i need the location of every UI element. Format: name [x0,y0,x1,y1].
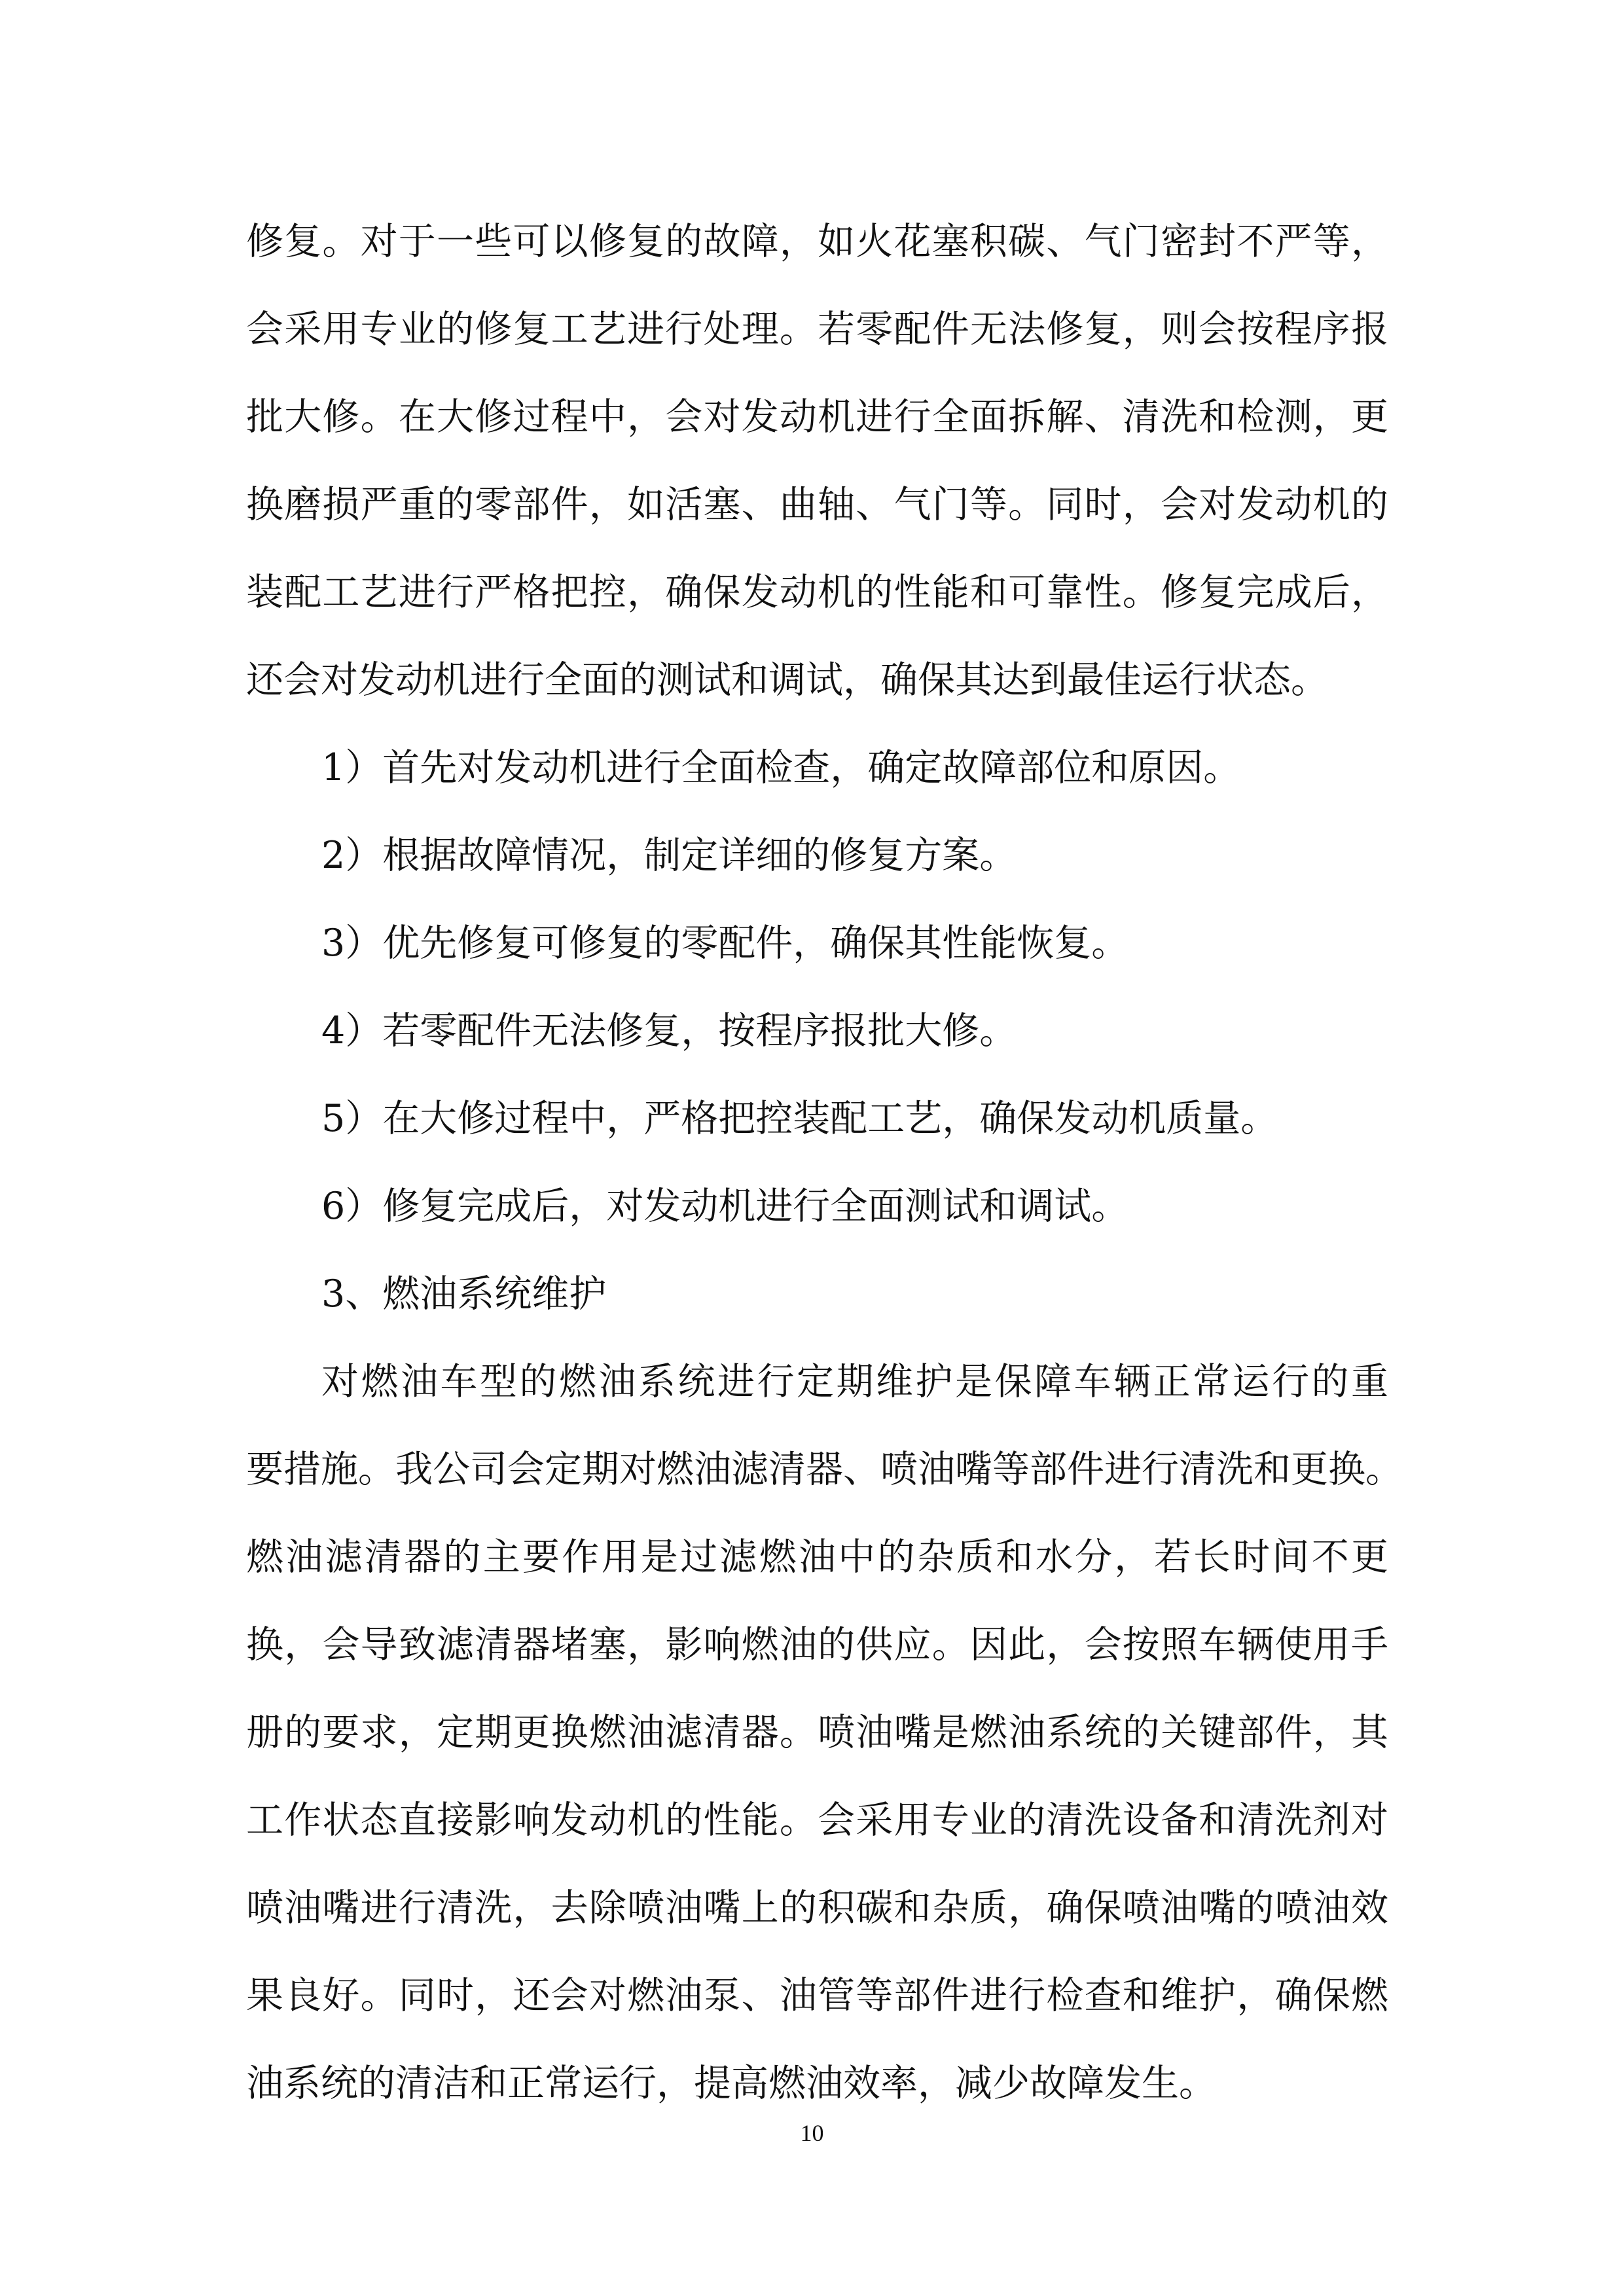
paragraph-line: 册的要求，定期更换燃油滤清器。喷油嘴是燃油系统的关键部件，其 [246,1711,1388,1754]
paragraph-line: 对燃油车型的燃油系统进行定期维护是保障车辆正常运行的重 [321,1360,1388,1403]
list-item: 5）在大修过程中，严格把控装配工艺，确保发动机质量。 [321,1097,1278,1140]
paragraph-line: 燃油滤清器的主要作用是过滤燃油中的杂质和水分，若长时间不更 [246,1535,1388,1579]
paragraph-engine-repair [246,198,1388,724]
list-item: 3）优先修复可修复的零配件，确保其性能恢复。 [321,922,1129,965]
paragraph-line: 修复。对于一些可以修复的故障，如火花塞积碳、气门密封不严等， [246,220,1388,263]
paragraph-line: 换磨损严重的零部件，如活塞、曲轴、气门等。同时，会对发动机的 [246,483,1388,526]
list-item: 6）修复完成后，对发动机进行全面测试和调试。 [321,1185,1129,1228]
list-item: 4）若零配件无法修复，按程序报批大修。 [321,1009,1017,1052]
paragraph-line: 果良好。同时，还会对燃油泵、油管等部件进行检查和维护，确保燃 [246,1974,1388,2017]
paragraph-line: 批大修。在大修过程中，会对发动机进行全面拆解、清洗和检测，更 [246,395,1388,439]
paragraph-line: 会采用专业的修复工艺进行处理。若零配件无法修复，则会按程序报 [246,308,1388,351]
paragraph-line: 要措施。我公司会定期对燃油滤清器、喷油嘴等部件进行清洗和更换。 [246,1448,1403,1491]
paragraph-line: 油系统的清洁和正常运行，提高燃油效率，减少故障发生。 [246,2062,1216,2105]
section-heading: 3、燃油系统维护 [321,1272,607,1316]
paragraph-line: 还会对发动机进行全面的测试和调试，确保其达到最佳运行状态。 [246,658,1328,702]
page-body [246,198,1403,2127]
numbered-list [246,724,1388,1250]
paragraph-line: 换，会导致滤清器堵塞，影响燃油的供应。因此，会按照车辆使用手 [246,1623,1388,1666]
paragraph-line: 装配工艺进行严格把控，确保发动机的性能和可靠性。修复完成后， [246,571,1388,614]
paragraph-line: 喷油嘴进行清洗，去除喷油嘴上的积碳和杂质，确保喷油嘴的喷油效 [246,1886,1388,1929]
list-item: 2）根据故障情况，制定详细的修复方案。 [321,834,1017,877]
page-number: 10 [800,2120,824,2146]
paragraph-fuel-system [246,1338,1403,2127]
paragraph-line: 工作状态直接影响发动机的性能。会采用专业的清洗设备和清洗剂对 [246,1799,1388,1842]
list-item: 1）首先对发动机进行全面检查，确定故障部位和原因。 [321,746,1241,789]
